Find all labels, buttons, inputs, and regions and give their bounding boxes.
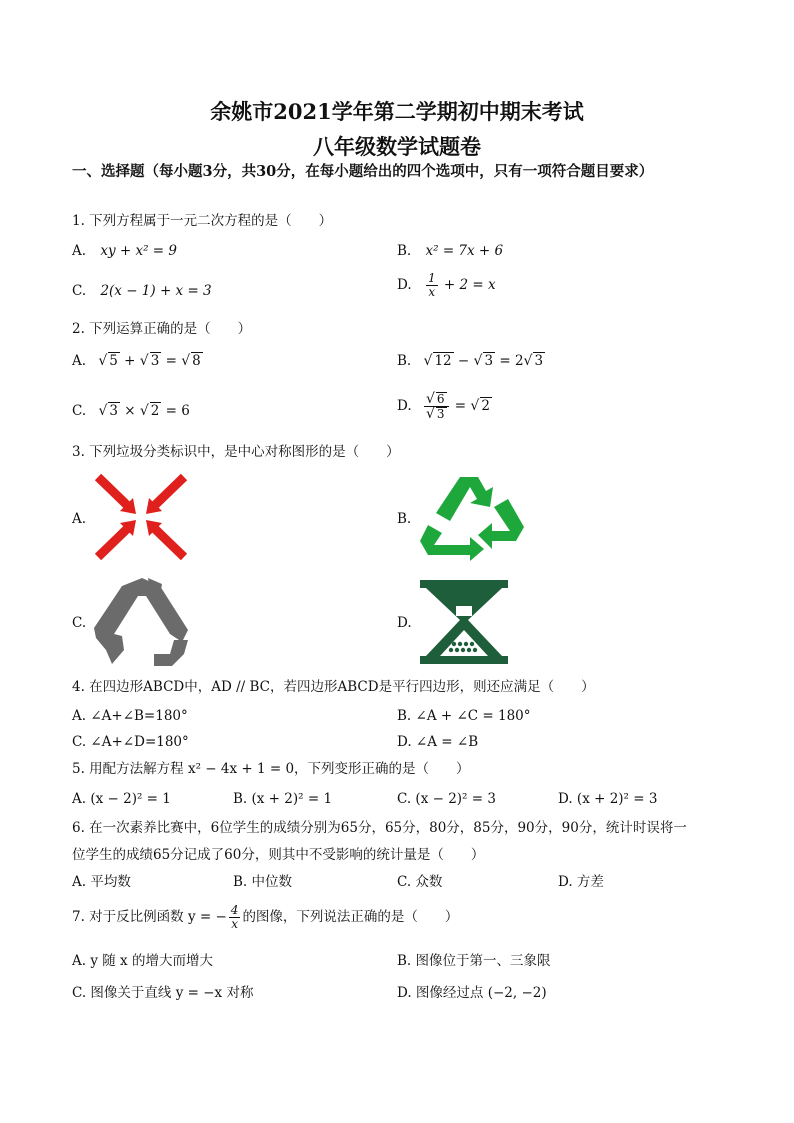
- question-6-stem-line1: 6. 在一次素养比赛中，6位学生的成绩分别为65分，65分，80分，85分，90分，90分，统计时误将一: [72, 820, 687, 836]
- question-5-stem: 5. 用配方法解方程 x² − 4x + 1 = 0，下列变形正确的是（ ）: [72, 761, 470, 777]
- hourglass-icon: [418, 578, 510, 666]
- q2-option-b[interactable]: B. √ 12 − √ 3 = 2√ 3: [397, 353, 544, 369]
- q2-option-d[interactable]: D. $\frac{√ 6}{√ 3}$ = √ 2: [397, 391, 490, 422]
- q1-option-a-expr: xy + x² = 9: [100, 243, 177, 259]
- question-2-stem: 2. 下列运算正确的是（ ）: [72, 321, 252, 337]
- q4-option-d[interactable]: D. ∠A = ∠B: [397, 734, 479, 750]
- q7-option-c[interactable]: C. 图像关于直线 y = −x 对称: [72, 985, 254, 1001]
- q4-option-c[interactable]: C. ∠A+∠D=180°: [72, 734, 189, 750]
- page-subtitle: 八年级数学试题卷: [313, 134, 481, 159]
- q1-option-a[interactable]: [72, 240, 177, 262]
- q7-option-b[interactable]: B. 图像位于第一、三象限: [397, 953, 551, 969]
- section-heading: 一、选择题（每小题3分，共30分，在每小题给出的四个选项中，只有一项符合题目要求）: [72, 163, 654, 180]
- q1-option-d-rest: + 2 = x: [443, 277, 496, 293]
- q2-option-c[interactable]: C. √ 3 × √ 2 = 6: [72, 403, 190, 419]
- q7-option-d[interactable]: D. 图像经过点 (−2, −2): [397, 985, 547, 1001]
- q1-option-d-fraction: $\frac{1}{x}$: [427, 271, 436, 299]
- q2-option-c-label: C.: [72, 403, 87, 419]
- q3-option-c-label[interactable]: C.: [72, 615, 87, 631]
- q7-option-a[interactable]: A. y 随 x 的增大而增大: [72, 953, 213, 969]
- q1-option-c-label: C.: [72, 283, 87, 299]
- q4-option-a[interactable]: A. ∠A+∠B=180°: [72, 708, 188, 724]
- question-3-stem: 3. 下列垃圾分类标识中，是中心对称图形的是（ ）: [72, 444, 400, 460]
- q3-option-d-label[interactable]: D.: [397, 615, 412, 631]
- q3-option-b-label[interactable]: B.: [397, 511, 412, 527]
- q5-option-a[interactable]: A. (x − 2)² = 1: [72, 791, 171, 807]
- q6-option-c[interactable]: C. 众数: [397, 874, 443, 890]
- page-title: 余姚市2021学年第二学期初中期末考试: [210, 99, 584, 124]
- q2-option-a[interactable]: A. √ 5 + √ 3 = √ 8: [72, 353, 201, 369]
- question-7-stem: 7. 对于反比例函数 y = − $\frac{4}{x}$ 的图像，下列说法正确的是（ ）: [72, 903, 459, 931]
- q1-option-c[interactable]: [72, 280, 212, 302]
- q1-option-d-label: D.: [397, 277, 412, 293]
- q1-option-b-label: B.: [397, 243, 412, 259]
- q2-option-d-label: D.: [397, 398, 412, 414]
- question-1-stem: 1. 下列方程属于一元二次方程的是（ ）: [72, 213, 333, 229]
- q3-option-a-label[interactable]: A.: [72, 511, 87, 527]
- q1-option-c-expr: 2(x − 1) + x = 3: [100, 283, 212, 299]
- q5-option-b[interactable]: B. (x + 2)² = 1: [233, 791, 333, 807]
- q5-option-c[interactable]: C. (x − 2)² = 3: [397, 791, 496, 807]
- recycle-icon: [420, 473, 526, 561]
- q6-option-b[interactable]: B. 中位数: [233, 874, 293, 890]
- q5-option-d[interactable]: D. (x + 2)² = 3: [558, 791, 658, 807]
- gray-triangle-arrows-icon: [92, 576, 192, 668]
- q1-option-d[interactable]: [397, 272, 496, 299]
- q1-option-a-label: A.: [72, 243, 87, 259]
- q6-option-d[interactable]: D. 方差: [558, 874, 604, 890]
- q6-option-a[interactable]: A. 平均数: [72, 874, 131, 890]
- q4-option-b[interactable]: B. ∠A + ∠C = 180°: [397, 708, 531, 724]
- question-6-stem-line2: 位学生的成绩65分记成了60分，则其中不受影响的统计量是（ ）: [72, 847, 485, 863]
- red-arrows-icon: [92, 471, 190, 563]
- q1-option-b[interactable]: [397, 240, 503, 262]
- q1-option-b-expr: x² = 7x + 6: [425, 243, 504, 259]
- q2-option-b-label: B.: [397, 353, 412, 369]
- question-4-stem: 4. 在四边形ABCD中，AD // BC，若四边形ABCD是平行四边形，则还应满足（ ）: [72, 679, 595, 695]
- q2-option-a-label: A.: [72, 353, 87, 369]
